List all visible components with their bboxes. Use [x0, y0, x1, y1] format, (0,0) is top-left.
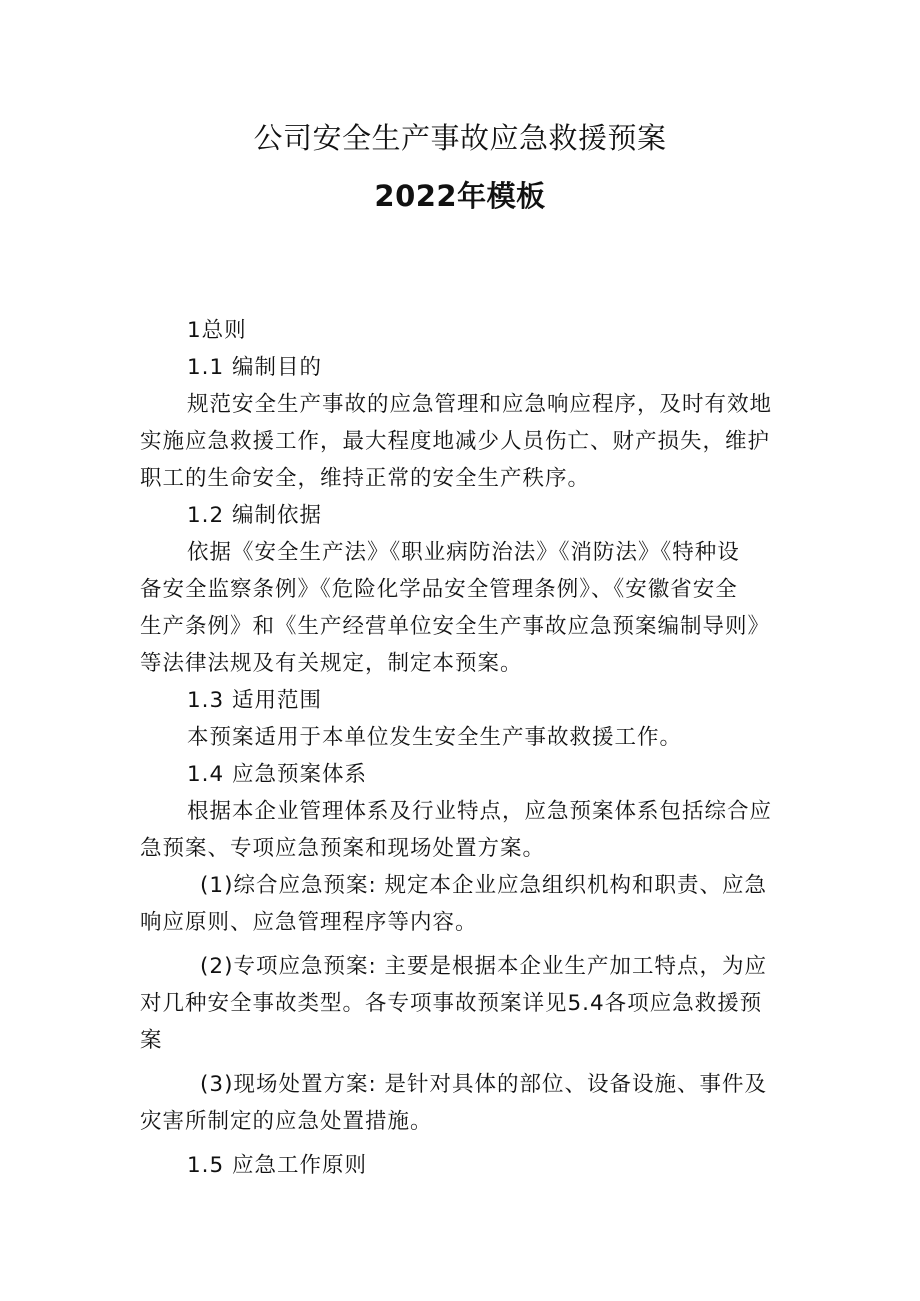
list-item-2: (2)专项应急预案: 主要是根据本企业生产加工特点，为应 — [200, 954, 768, 979]
document-title: 公司安全生产事故应急救援预案 — [253, 121, 667, 155]
list-item-1: (1)综合应急预案: 规定本企业应急组织机构和职责、应急 — [200, 873, 768, 898]
list-item-3: (3)现场处置方案: 是针对具体的部位、设备设施、事件及 — [200, 1072, 768, 1097]
paragraph-line: 规范安全生产事故的应急管理和应急响应程序，及时有效地 — [187, 392, 773, 417]
paragraph-line: 灾害所制定的应急处置措施。 — [140, 1109, 433, 1134]
section-heading-1: 1总则 — [187, 318, 247, 343]
paragraph-line: 急预案、专项应急预案和现场处置方案。 — [140, 836, 546, 861]
document-body — [140, 312, 782, 1184]
section-heading-1-5: 1.5 应急工作原则 — [187, 1153, 368, 1178]
paragraph-line: 对几种安全事故类型。各专项事故预案详见5.4各项应急救援预 — [140, 991, 763, 1016]
paragraph-line: 根据本企业管理体系及行业特点，应急预案体系包括综合应 — [187, 799, 773, 824]
paragraph-line: 职工的生命安全，维持正常的安全生产秩序。 — [140, 466, 591, 491]
paragraph-line: 本预案适用于本单位发生安全生产事故救援工作。 — [187, 725, 683, 750]
paragraph-line: 备安全监察条例》《危险化学品安全管理条例》、《安徽省安全 — [140, 577, 738, 602]
paragraph-line: 依据《安全生产法》《职业病防治法》《消防法》《特种设 — [187, 540, 740, 565]
section-heading-1-1: 1.1 编制目的 — [187, 355, 323, 380]
paragraph-line: 等法律法规及有关规定，制定本预案。 — [140, 651, 523, 676]
paragraph-line: 响应原则、应急管理程序等内容。 — [140, 910, 478, 935]
section-heading-1-2: 1.2 编制依据 — [187, 503, 323, 528]
section-heading-1-3: 1.3 适用范围 — [187, 688, 323, 713]
paragraph-line: 生产条例》和《生产经营单位安全生产事故应急预案编制导则》 — [140, 614, 771, 639]
document-subtitle: 2022年模板 — [374, 179, 546, 213]
paragraph-line: 实施应急救援工作，最大程度地减少人员伤亡、财产损失，维护 — [140, 429, 771, 454]
paragraph-line: 案 — [140, 1028, 163, 1053]
section-heading-1-4: 1.4 应急预案体系 — [187, 762, 368, 787]
